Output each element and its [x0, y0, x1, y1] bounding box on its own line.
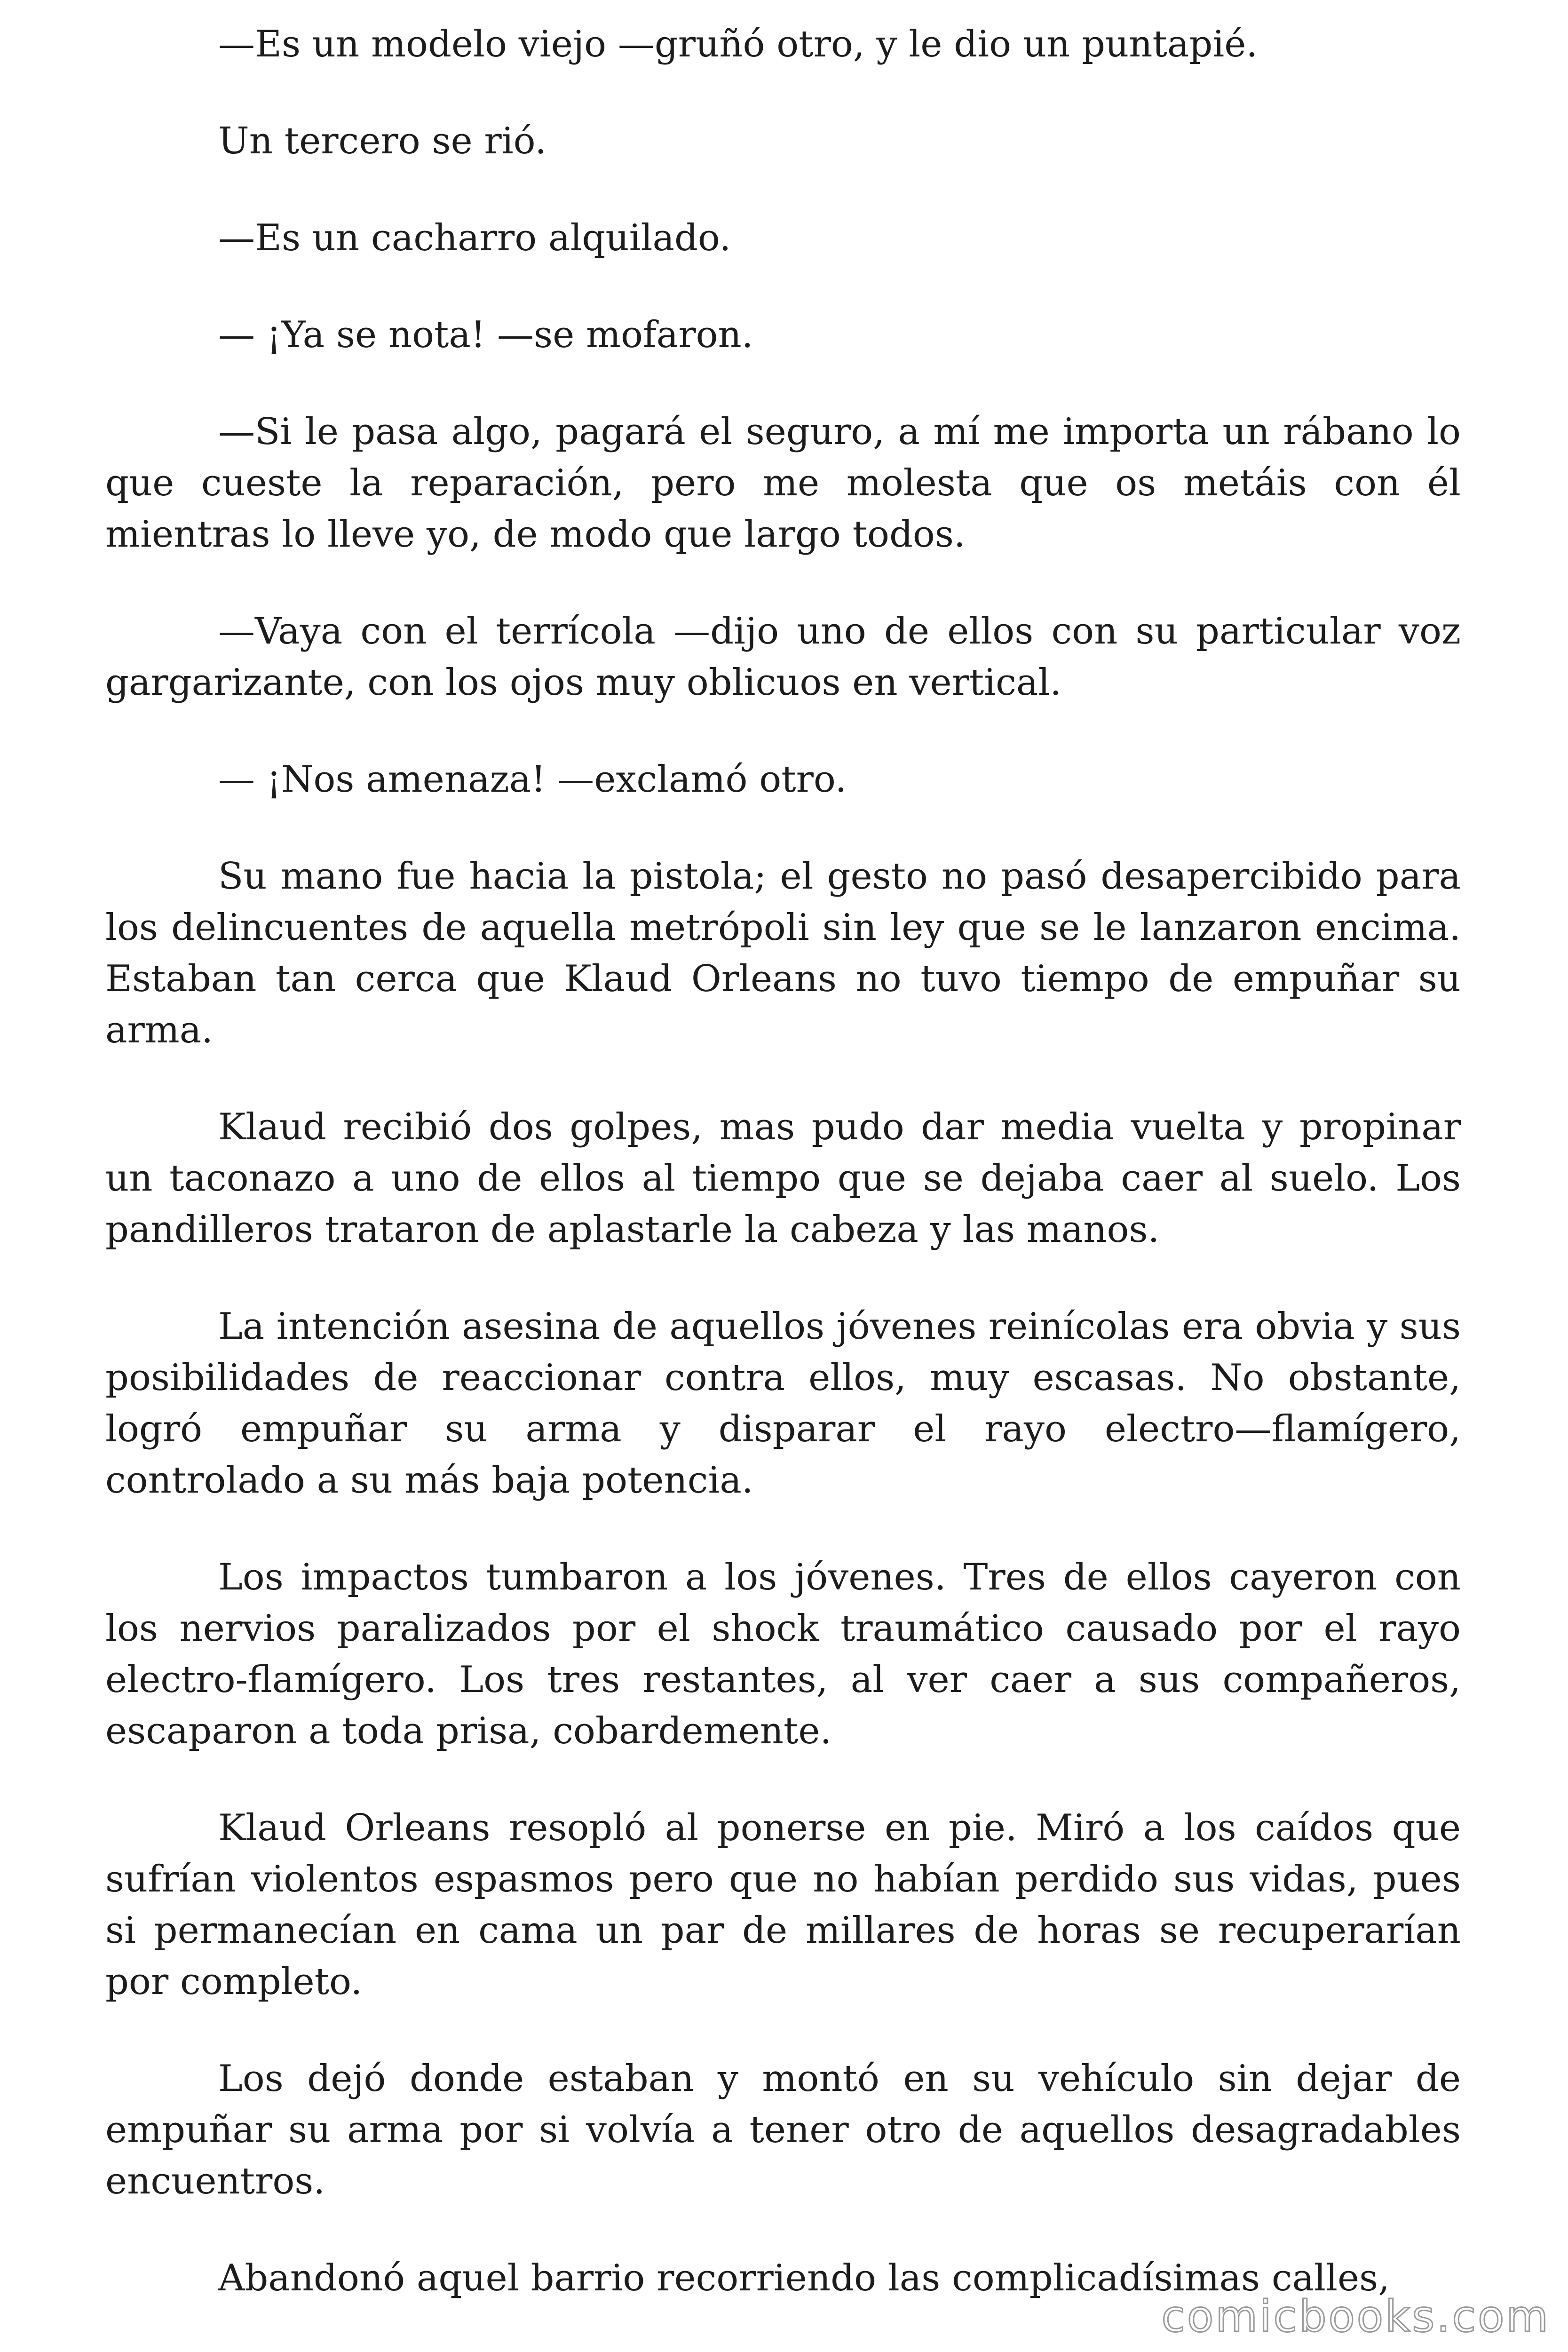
paragraph-2: Un tercero se rió. — [218, 120, 547, 162]
paragraph-14: Abandonó aquel barrio recorriendo las complicadísimas calles, — [218, 2257, 1390, 2299]
paragraph-10: La intención asesina de aquellos jóvenes reinícolas era obvia y sus posibilidades de reaccionar contra ellos, muy escasas. No obstante, logró empuñar su arma y disparar el rayo electro—flamígero, controlado a su más baja potencia. — [105, 1305, 1461, 1502]
paragraph-3: —Es un cacharro alquilado. — [218, 217, 731, 259]
paragraph-13: Los dejó donde estaban y montó en su vehículo sin dejar de empuñar su arma por si volvía a tener otro de aquellos desagradables encuentros. — [105, 2058, 1461, 2202]
paragraph-9: Klaud recibió dos golpes, mas pudo dar media vuelta y propinar un taconazo a uno de ellos al tiempo que se dejaba caer al suelo. Los pandilleros trataron de aplastarle la cabeza y las manos. — [105, 1106, 1461, 1251]
paragraph-7: — ¡Nos amenaza! —exclamó otro. — [218, 758, 847, 801]
page-body-text — [105, 19, 1461, 2350]
watermark-text: comicbooks.com — [1161, 2291, 1550, 2342]
paragraph-11: Los impactos tumbaron a los jóvenes. Tres de ellos cayeron con los nervios paralizados por el shock traumático causado por el rayo electro-flamígero. Los tres restantes, al ver caer a sus compañeros, escaparon a toda prisa, cobardemente. — [105, 1556, 1461, 1752]
paragraph-8: Su mano fue hacia la pistola; el gesto no pasó desapercibido para los delincuentes de aquella metrópoli sin ley que se le lanzaron encima. Estaban tan cerca que Klaud Orleans no tuvo tiempo de empuñar su arma. — [105, 855, 1461, 1051]
paragraph-12: Klaud Orleans resopló al ponerse en pie. Miró a los caídos que sufrían violentos espasmos pero que no habían perdido sus vidas, pues si permanecían en cama un par de millares de horas se recuperarían por completo. — [105, 1807, 1461, 2003]
paragraph-6: —Vaya con el terrícola —dijo uno de ellos con su particular voz gargarizante, con los ojos muy oblicuos en vertical. — [105, 610, 1461, 704]
paragraph-1: —Es un modelo viejo —gruñó otro, y le dio un puntapié. — [218, 23, 1258, 65]
paragraph-4: — ¡Ya se nota! —se mofaron. — [218, 314, 753, 356]
paragraph-5: —Si le pasa algo, pagará el seguro, a mí me importa un rábano lo que cueste la reparación, pero me molesta que os metáis con él mientras lo lleve yo, de modo que largo todos. — [105, 411, 1461, 556]
